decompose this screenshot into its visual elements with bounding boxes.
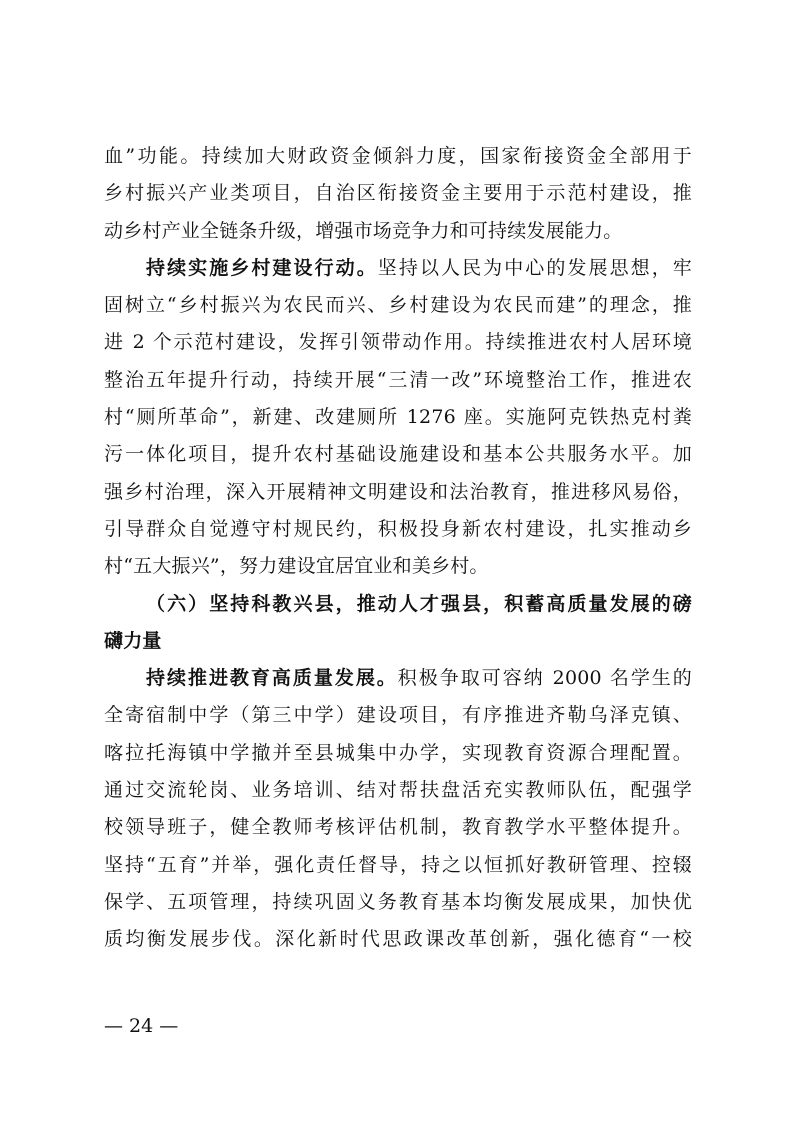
text-line: 通过交流轮岗、业务培训、结对帮扶盘活充实教师队伍，配强学 bbox=[104, 779, 692, 802]
page-number: — 24 — bbox=[104, 1015, 179, 1037]
text-line: 进 2 个示范村建设，发挥引领带动作用。持续推进农村人居环境 bbox=[104, 331, 692, 354]
text-line: 校领导班子，健全教师考核评估机制，教育教学水平整体提升。 bbox=[104, 816, 692, 839]
document-body bbox=[104, 138, 692, 959]
paragraph bbox=[104, 660, 692, 958]
section-heading bbox=[104, 586, 692, 661]
paragraph-lead: 持续实施乡村建设行动。 bbox=[146, 256, 378, 279]
text-line: 固树立“乡村振兴为农民而兴、乡村建设为农民而建”的理念，推 bbox=[104, 294, 692, 317]
paragraph bbox=[104, 138, 692, 250]
text-line: 血”功能。持续加大财政资金倾斜力度，国家衔接资金全部用于 bbox=[104, 145, 692, 167]
text-line: 村“厕所革命”，新建、改建厕所 1276 座。实施阿克铁热克村粪 bbox=[104, 406, 692, 429]
heading-line: 礴力量 bbox=[104, 629, 162, 652]
text-line: 保学、五项管理，持续巩固义务教育基本均衡发展成果，加快优 bbox=[104, 890, 692, 913]
text-span: 坚持以人民为中心的发展思想，牢 bbox=[377, 256, 692, 279]
text-line: 喀拉托海镇中学撤并至县城集中办学，实现教育资源合理配置。 bbox=[104, 741, 692, 764]
text-span: 积极争取可容纳 2000 名学生的 bbox=[397, 667, 692, 690]
text-line: 引导群众自觉遵守村规民约，积极投身新农村建设，扎实推动乡 bbox=[104, 517, 692, 540]
text-line: 污一体化项目，提升农村基础设施建设和基本公共服务水平。加 bbox=[104, 443, 692, 466]
text-line: 村“五大振兴”，努力建设宜居宜业和美乡村。 bbox=[104, 555, 489, 578]
text-line: 质均衡发展步伐。深化新时代思政课改革创新，强化德育“一校 bbox=[104, 928, 692, 951]
text-line: 强乡村治理，深入开展精神文明建设和法治教育，推进移风易俗， bbox=[104, 480, 692, 503]
paragraph-lead: 持续推进教育高质量发展。 bbox=[146, 667, 398, 690]
text-line: 全寄宿制中学（第三中学）建设项目，有序推进齐勒乌泽克镇、 bbox=[104, 704, 692, 727]
text-line: 整治五年提升行动，持续开展“三清一改”环境整治工作，推进农 bbox=[104, 368, 692, 391]
text-line: 动乡村产业全链条升级，增强市场竞争力和可持续发展能力。 bbox=[104, 219, 623, 242]
paragraph bbox=[104, 250, 692, 586]
text-line: 坚持“五育”并举，强化责任督导，持之以恒抓好教研管理、控辍 bbox=[104, 853, 692, 876]
text-line bbox=[104, 660, 692, 697]
text-line bbox=[104, 250, 692, 287]
text-line: 乡村振兴产业类项目，自治区衔接资金主要用于示范村建设，推 bbox=[104, 182, 692, 205]
heading-line: （六）坚持科教兴县，推动人才强县，积蓄高质量发展的磅 bbox=[146, 592, 692, 615]
